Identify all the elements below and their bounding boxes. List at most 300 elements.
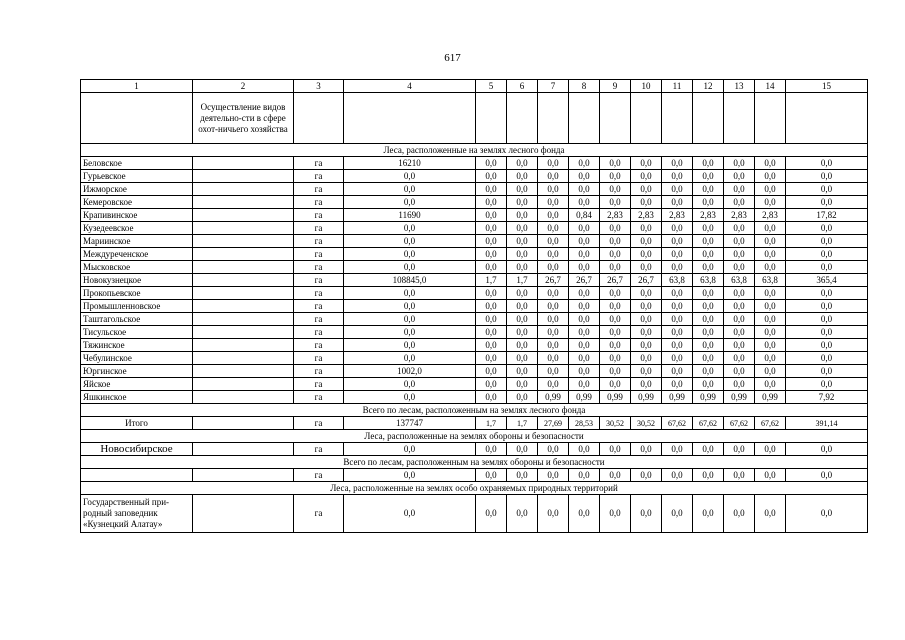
- table-row: [81, 352, 868, 365]
- value-cell: 0,0: [569, 326, 600, 339]
- col2-cell: [193, 352, 294, 365]
- value-cell: 0,0: [569, 443, 600, 456]
- value-cell: 0,99: [724, 391, 755, 404]
- value-cell: 0,0: [600, 183, 631, 196]
- value-cell: 0,0: [755, 365, 786, 378]
- value-cell: 0,0: [476, 495, 507, 533]
- value-cell: 0,0: [476, 339, 507, 352]
- value-cell: 0,0: [600, 248, 631, 261]
- col2-cell: [193, 274, 294, 287]
- value-cell: 0,0: [600, 222, 631, 235]
- row-name: Тяжинское: [81, 339, 193, 352]
- row-name: Чебулинское: [81, 352, 193, 365]
- value-cell: 0,0: [507, 170, 538, 183]
- unit-cell: га: [294, 274, 344, 287]
- value-cell: 0,0: [507, 287, 538, 300]
- value-cell: 0,0: [507, 352, 538, 365]
- value-cell: 0,0: [507, 196, 538, 209]
- unit-cell: га: [294, 378, 344, 391]
- value-cell: 0,0: [476, 248, 507, 261]
- col2-cell: [193, 339, 294, 352]
- value-cell: 0,0: [693, 378, 724, 391]
- value-cell: 0,0: [538, 248, 569, 261]
- value-col4: 0,0: [344, 222, 476, 235]
- value-cell: 0,0: [569, 196, 600, 209]
- col2-cell: [193, 222, 294, 235]
- value-cell: 0,0: [507, 261, 538, 274]
- value-cell: 0,0: [600, 300, 631, 313]
- value-cell: 0,0: [693, 183, 724, 196]
- value-cell: 0,0: [538, 300, 569, 313]
- column-number: 15: [786, 80, 868, 93]
- value-cell: 0,0: [631, 326, 662, 339]
- value-cell: 0,0: [507, 222, 538, 235]
- value-col15: 0,0: [786, 222, 868, 235]
- section-title: Леса, расположенные на землях особо охраняемых природных территорий: [81, 482, 868, 495]
- value-cell: 0,0: [538, 222, 569, 235]
- value-cell: 0,0: [569, 352, 600, 365]
- value-cell: 0,0: [724, 495, 755, 533]
- col2-cell: [193, 183, 294, 196]
- unit-cell: га: [294, 183, 344, 196]
- value-cell: 0,0: [662, 469, 693, 482]
- value-cell: 0,0: [476, 300, 507, 313]
- value-cell: 0,0: [538, 209, 569, 222]
- empty-header-cell: [294, 93, 344, 144]
- value-cell: 0,0: [476, 443, 507, 456]
- value-cell: 0,0: [476, 313, 507, 326]
- value-col4: 108845,0: [344, 274, 476, 287]
- value-cell: 0,0: [600, 196, 631, 209]
- row-name: Яшкинское: [81, 391, 193, 404]
- value-col4: 0,0: [344, 378, 476, 391]
- table-row: [81, 287, 868, 300]
- value-cell: 0,0: [569, 469, 600, 482]
- value-col4: 0,0: [344, 261, 476, 274]
- unit-cell: га: [294, 313, 344, 326]
- value-cell: 26,7: [600, 274, 631, 287]
- row-name: Промышленновское: [81, 300, 193, 313]
- table-row: [81, 300, 868, 313]
- value-cell: 26,7: [538, 274, 569, 287]
- value-cell: 0,0: [476, 170, 507, 183]
- table-row: [81, 170, 868, 183]
- value-cell: 0,0: [631, 170, 662, 183]
- value-cell: 0,0: [662, 222, 693, 235]
- table-row: [81, 313, 868, 326]
- value-cell: 0,0: [600, 261, 631, 274]
- table-row: [81, 209, 868, 222]
- value-cell: 0,0: [476, 183, 507, 196]
- value-cell: 0,0: [631, 183, 662, 196]
- value-cell: 0,0: [600, 378, 631, 391]
- value-cell: 63,8: [755, 274, 786, 287]
- value-cell: 0,0: [662, 339, 693, 352]
- value-cell: 0,0: [569, 222, 600, 235]
- value-col15: 0,0: [786, 378, 868, 391]
- value-cell: 0,0: [693, 339, 724, 352]
- value-cell: 0,0: [538, 378, 569, 391]
- value-cell: 26,7: [631, 274, 662, 287]
- value-cell: 0,0: [600, 495, 631, 533]
- table-row: [81, 469, 868, 482]
- value-col4: 0,0: [344, 183, 476, 196]
- value-cell: 0,0: [538, 352, 569, 365]
- value-cell: 26,7: [569, 274, 600, 287]
- value-cell: 0,0: [631, 365, 662, 378]
- section-title: Всего по лесам, расположенным на землях обороны и безопасности: [81, 456, 868, 469]
- value-cell: 0,0: [724, 248, 755, 261]
- unit-cell: га: [294, 300, 344, 313]
- value-cell: 0,0: [662, 300, 693, 313]
- column-number: 11: [662, 80, 693, 93]
- empty-header-cell: [600, 93, 631, 144]
- empty-header-cell: [724, 93, 755, 144]
- table-row: [81, 365, 868, 378]
- value-cell: 0,0: [507, 157, 538, 170]
- table-row: [81, 248, 868, 261]
- row-name: Таштагольское: [81, 313, 193, 326]
- value-col4: 0,0: [344, 469, 476, 482]
- value-col15: 0,0: [786, 170, 868, 183]
- value-cell: 0,0: [631, 352, 662, 365]
- value-cell: 2,83: [631, 209, 662, 222]
- data-table: [80, 79, 868, 533]
- table-row: [81, 274, 868, 287]
- col2-cell: [193, 495, 294, 533]
- unit-cell: га: [294, 209, 344, 222]
- value-cell: 0,0: [693, 469, 724, 482]
- value-col15: 0,0: [786, 352, 868, 365]
- value-cell: 0,0: [693, 313, 724, 326]
- column-number: 13: [724, 80, 755, 93]
- unit-cell: га: [294, 235, 344, 248]
- value-cell: 0,0: [600, 287, 631, 300]
- empty-header-cell: [569, 93, 600, 144]
- empty-header-cell: [344, 93, 476, 144]
- value-cell: 0,0: [569, 365, 600, 378]
- value-cell: 0,0: [507, 378, 538, 391]
- value-cell: 2,83: [662, 209, 693, 222]
- value-cell: 0,0: [755, 183, 786, 196]
- col2-cell: [193, 391, 294, 404]
- column-number: 10: [631, 80, 662, 93]
- value-cell: 0,0: [662, 196, 693, 209]
- value-cell: 0,0: [569, 261, 600, 274]
- value-cell: 0,0: [755, 248, 786, 261]
- value-col15: 0,0: [786, 235, 868, 248]
- value-cell: 0,0: [507, 495, 538, 533]
- empty-header-cell: [755, 93, 786, 144]
- value-cell: 0,0: [755, 378, 786, 391]
- col2-cell: [193, 417, 294, 430]
- row-name: Беловское: [81, 157, 193, 170]
- value-col15: 0,0: [786, 261, 868, 274]
- section-row: [81, 144, 868, 157]
- page-number: 617: [444, 52, 461, 64]
- value-cell: 0,0: [476, 352, 507, 365]
- value-cell: 0,99: [662, 391, 693, 404]
- value-cell: 0,0: [631, 261, 662, 274]
- unit-cell: га: [294, 287, 344, 300]
- col2-cell: [193, 326, 294, 339]
- value-cell: 0,0: [662, 443, 693, 456]
- value-cell: 0,0: [507, 469, 538, 482]
- value-cell: 0,0: [476, 196, 507, 209]
- value-cell: 0,0: [538, 365, 569, 378]
- value-cell: 0,0: [631, 339, 662, 352]
- value-cell: 0,0: [569, 248, 600, 261]
- value-cell: 0,0: [755, 339, 786, 352]
- col2-cell: [193, 170, 294, 183]
- unit-cell: га: [294, 222, 344, 235]
- value-cell: 0,99: [538, 391, 569, 404]
- value-cell: 0,0: [662, 313, 693, 326]
- value-cell: 0,0: [631, 469, 662, 482]
- value-cell: 0,0: [476, 391, 507, 404]
- value-cell: 0,0: [538, 313, 569, 326]
- value-cell: 0,0: [476, 326, 507, 339]
- value-cell: 0,0: [538, 326, 569, 339]
- empty-header-cell: [662, 93, 693, 144]
- unit-cell: га: [294, 495, 344, 533]
- value-col15: 0,0: [786, 443, 868, 456]
- table-row: [81, 443, 868, 456]
- value-cell: 30,52: [631, 417, 662, 430]
- value-cell: 0,0: [538, 170, 569, 183]
- section-title: Всего по лесам, расположенным на землях лесного фонда: [81, 404, 868, 417]
- value-cell: 0,0: [724, 326, 755, 339]
- value-cell: 0,0: [755, 235, 786, 248]
- value-cell: 0,0: [600, 326, 631, 339]
- column-number: 1: [81, 80, 193, 93]
- value-cell: 67,62: [755, 417, 786, 430]
- value-cell: 0,0: [693, 222, 724, 235]
- value-col15: 0,0: [786, 157, 868, 170]
- value-cell: 0,0: [724, 300, 755, 313]
- unit-cell: га: [294, 170, 344, 183]
- value-col4: 0,0: [344, 170, 476, 183]
- row-name: Кемеровское: [81, 196, 193, 209]
- value-cell: 0,0: [693, 170, 724, 183]
- value-cell: 0,0: [724, 287, 755, 300]
- value-cell: 0,0: [538, 196, 569, 209]
- value-cell: 0,0: [476, 261, 507, 274]
- value-cell: 0,0: [600, 469, 631, 482]
- value-cell: 0,0: [755, 170, 786, 183]
- value-cell: 0,0: [693, 365, 724, 378]
- table-row: [81, 391, 868, 404]
- value-cell: 0,84: [569, 209, 600, 222]
- value-cell: 0,0: [662, 287, 693, 300]
- row-name: Государственный при-родный заповедник «Кузнецкий Алатау»: [81, 495, 193, 533]
- value-cell: 0,0: [476, 157, 507, 170]
- value-cell: 67,62: [724, 417, 755, 430]
- table-row: [81, 157, 868, 170]
- value-cell: 0,0: [538, 261, 569, 274]
- table-row: [81, 222, 868, 235]
- value-cell: 0,0: [600, 352, 631, 365]
- value-cell: 0,0: [507, 248, 538, 261]
- value-cell: 0,0: [538, 183, 569, 196]
- value-cell: 0,0: [631, 235, 662, 248]
- value-cell: 2,83: [724, 209, 755, 222]
- value-cell: 2,83: [755, 209, 786, 222]
- col2-cell: [193, 313, 294, 326]
- value-cell: 0,99: [693, 391, 724, 404]
- value-cell: 0,0: [724, 157, 755, 170]
- empty-header-cell: [786, 93, 868, 144]
- unit-cell: га: [294, 352, 344, 365]
- value-cell: 0,0: [724, 313, 755, 326]
- unit-cell: га: [294, 365, 344, 378]
- unit-cell: га: [294, 196, 344, 209]
- value-cell: 0,0: [569, 235, 600, 248]
- header-numbers-row: [81, 80, 868, 93]
- value-col4: 1002,0: [344, 365, 476, 378]
- value-cell: 0,0: [724, 261, 755, 274]
- value-cell: 0,0: [662, 378, 693, 391]
- row-name: Итого: [81, 417, 193, 430]
- value-cell: 0,0: [693, 287, 724, 300]
- value-cell: 0,0: [662, 170, 693, 183]
- value-cell: 0,0: [569, 183, 600, 196]
- section-row: [81, 404, 868, 417]
- value-col4: 0,0: [344, 391, 476, 404]
- row-name: Тисульское: [81, 326, 193, 339]
- value-cell: 0,0: [755, 495, 786, 533]
- value-cell: 67,62: [693, 417, 724, 430]
- value-col15: 17,82: [786, 209, 868, 222]
- section-title: Леса, расположенные на землях обороны и безопасности: [81, 430, 868, 443]
- unit-cell: га: [294, 417, 344, 430]
- column-number: 6: [507, 80, 538, 93]
- empty-header-cell: [476, 93, 507, 144]
- value-col15: 0,0: [786, 495, 868, 533]
- value-cell: 0,0: [476, 287, 507, 300]
- value-cell: 0,0: [476, 222, 507, 235]
- empty-header-cell: [631, 93, 662, 144]
- value-cell: 2,83: [600, 209, 631, 222]
- column-number: 9: [600, 80, 631, 93]
- section-row: [81, 430, 868, 443]
- col2-cell: [193, 365, 294, 378]
- table-row: [81, 495, 868, 533]
- value-cell: 0,0: [600, 313, 631, 326]
- table-row: [81, 196, 868, 209]
- unit-cell: га: [294, 391, 344, 404]
- value-cell: 0,0: [600, 365, 631, 378]
- value-cell: 2,83: [693, 209, 724, 222]
- row-name: Мариинское: [81, 235, 193, 248]
- value-col4: 0,0: [344, 287, 476, 300]
- value-cell: 63,8: [724, 274, 755, 287]
- row-name: Кузедеевское: [81, 222, 193, 235]
- value-cell: 0,0: [693, 157, 724, 170]
- table-row: [81, 235, 868, 248]
- section-title: Леса, расположенные на землях лесного фонда: [81, 144, 868, 157]
- value-cell: 0,0: [693, 443, 724, 456]
- value-col15: 0,0: [786, 248, 868, 261]
- value-cell: 0,0: [507, 235, 538, 248]
- unit-cell: га: [294, 469, 344, 482]
- value-cell: 67,62: [662, 417, 693, 430]
- value-cell: 0,0: [724, 235, 755, 248]
- value-col15: 365,4: [786, 274, 868, 287]
- value-cell: 0,0: [476, 235, 507, 248]
- value-cell: 0,0: [538, 469, 569, 482]
- column-number: 3: [294, 80, 344, 93]
- value-cell: 0,0: [569, 170, 600, 183]
- value-cell: 1,7: [476, 417, 507, 430]
- value-cell: 0,0: [600, 157, 631, 170]
- value-col4: 0,0: [344, 339, 476, 352]
- col2-cell: [193, 261, 294, 274]
- row-name: [81, 469, 193, 482]
- value-col15: 391,14: [786, 417, 868, 430]
- value-cell: 0,0: [755, 287, 786, 300]
- unit-cell: га: [294, 248, 344, 261]
- value-cell: 0,0: [662, 157, 693, 170]
- value-cell: 0,0: [724, 222, 755, 235]
- row-name: Юргинское: [81, 365, 193, 378]
- value-cell: 0,99: [755, 391, 786, 404]
- value-cell: 0,0: [507, 339, 538, 352]
- value-cell: 0,0: [755, 261, 786, 274]
- unit-cell: га: [294, 339, 344, 352]
- table-row: [81, 183, 868, 196]
- value-cell: 0,0: [662, 235, 693, 248]
- value-cell: 63,8: [662, 274, 693, 287]
- column-number: 7: [538, 80, 569, 93]
- value-cell: 0,0: [507, 365, 538, 378]
- col2-cell: [193, 209, 294, 222]
- value-cell: 1,7: [507, 417, 538, 430]
- value-cell: 0,0: [600, 170, 631, 183]
- row-name: Новосибирское: [81, 443, 193, 456]
- value-cell: 0,0: [569, 300, 600, 313]
- value-cell: 0,0: [538, 235, 569, 248]
- value-cell: 0,0: [569, 495, 600, 533]
- row-name: Междуреченское: [81, 248, 193, 261]
- value-cell: 0,0: [724, 183, 755, 196]
- value-cell: 0,0: [476, 209, 507, 222]
- value-cell: 0,0: [755, 222, 786, 235]
- unit-cell: га: [294, 326, 344, 339]
- value-cell: 0,0: [507, 326, 538, 339]
- value-cell: 0,0: [476, 365, 507, 378]
- value-cell: 0,0: [538, 157, 569, 170]
- value-cell: 28,53: [569, 417, 600, 430]
- value-cell: 0,0: [724, 469, 755, 482]
- value-cell: 0,0: [662, 261, 693, 274]
- value-cell: 0,0: [569, 157, 600, 170]
- value-cell: 0,0: [631, 443, 662, 456]
- value-col15: 7,92: [786, 391, 868, 404]
- value-cell: 0,0: [755, 196, 786, 209]
- value-cell: 0,0: [724, 352, 755, 365]
- value-col4: 0,0: [344, 443, 476, 456]
- value-col4: 0,0: [344, 352, 476, 365]
- value-cell: 0,0: [755, 469, 786, 482]
- value-cell: 0,0: [755, 300, 786, 313]
- col2-cell: [193, 157, 294, 170]
- value-cell: 0,0: [507, 183, 538, 196]
- value-cell: 0,0: [693, 352, 724, 365]
- value-col4: 16210: [344, 157, 476, 170]
- value-cell: 0,0: [631, 495, 662, 533]
- col2-cell: [193, 469, 294, 482]
